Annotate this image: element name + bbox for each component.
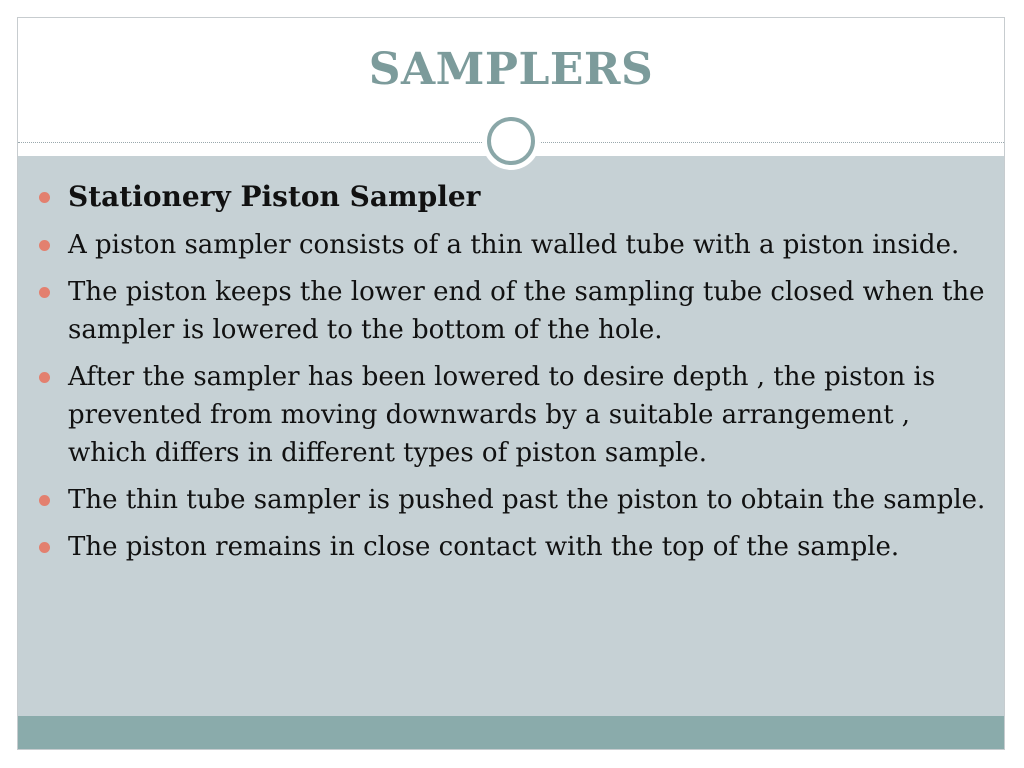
- bullet-dot-icon: [39, 542, 50, 553]
- bullet-item: [0, 528, 1024, 566]
- bullet-text: The thin tube sampler is pushed past the piston to obtain the sample.: [68, 485, 986, 515]
- bullet-dot-icon: [39, 192, 50, 203]
- bullet-list: [0, 178, 1024, 575]
- bullet-item: [0, 226, 1024, 264]
- circle-ornament-ring: [487, 117, 535, 165]
- slide-title: SAMPLERS: [368, 44, 654, 95]
- circle-ornament: [482, 112, 540, 170]
- bullet-dot-icon: [39, 495, 50, 506]
- bullet-text: Stationery Piston Sampler: [68, 180, 481, 213]
- bullet-text: The piston remains in close contact with the top of the sample.: [68, 532, 900, 562]
- bullet-text: A piston sampler consists of a thin walled tube with a piston inside.: [68, 230, 960, 260]
- bullet-text: The piston keeps the lower end of the sampling tube closed when the sampler is lowered to the bottom of the hole.: [68, 277, 985, 345]
- bullet-item: [0, 178, 1024, 217]
- bullet-dot-icon: [39, 372, 50, 383]
- bullet-text: After the sampler has been lowered to desire depth , the piston is prevented from moving downwards by a suitable arrangement , which differs in different types of piston sample.: [68, 362, 936, 468]
- bullet-dot-icon: [39, 287, 50, 298]
- bullet-item: [0, 273, 1024, 349]
- bullet-item: [0, 481, 1024, 519]
- bullet-dot-icon: [39, 240, 50, 251]
- footer-bar: [18, 716, 1004, 750]
- bullet-item: [0, 358, 1024, 472]
